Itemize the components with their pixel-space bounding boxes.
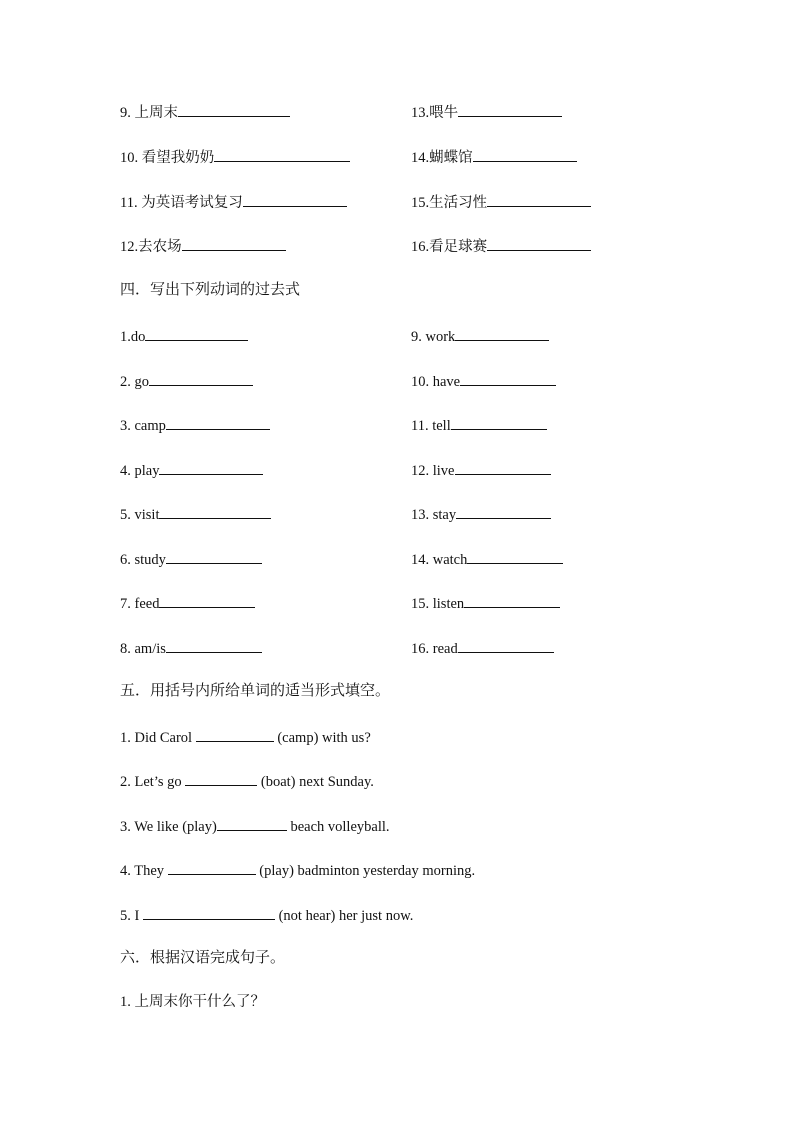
s4-item-11: 11. tell: [411, 414, 547, 436]
s3-item-9: 9. 上周末: [120, 101, 290, 123]
answer-blank[interactable]: [455, 459, 551, 475]
s5-item-2: 2. Let’s go (boat) next Sunday.: [120, 770, 374, 792]
s4-item-2: 2. go: [120, 370, 253, 392]
answer-blank[interactable]: [196, 726, 274, 742]
answer-blank[interactable]: [487, 191, 591, 207]
s6-item-1: 1. 上周末你干什么了？: [120, 994, 265, 1010]
s4-item-3: 3. camp: [120, 414, 270, 436]
s3-item-13: 13.喂牛: [411, 101, 562, 123]
answer-blank[interactable]: [168, 859, 256, 875]
s3-item-14: 14.蝴蝶馆: [411, 146, 577, 168]
section6-heading: 六．根据汉语完成句子。: [120, 950, 286, 966]
answer-blank[interactable]: [166, 414, 270, 430]
answer-blank[interactable]: [451, 414, 547, 430]
answer-blank[interactable]: [178, 101, 290, 117]
answer-blank[interactable]: [159, 459, 263, 475]
answer-blank[interactable]: [149, 370, 253, 386]
answer-blank[interactable]: [182, 235, 286, 251]
answer-blank[interactable]: [214, 146, 350, 162]
answer-blank[interactable]: [145, 325, 248, 341]
s5-item-1: 1. Did Carol (camp) with us?: [120, 726, 371, 748]
s4-item-14: 14. watch: [411, 548, 563, 570]
answer-blank[interactable]: [243, 191, 347, 207]
answer-blank[interactable]: [185, 770, 257, 786]
s3-item-16: 16.看足球赛: [411, 235, 591, 257]
s4-item-13: 13. stay: [411, 503, 551, 525]
s4-item-5: 5. visit: [120, 503, 271, 525]
answer-blank[interactable]: [159, 592, 255, 608]
s3-item-12: 12.去农场: [120, 235, 286, 257]
answer-blank[interactable]: [159, 503, 271, 519]
s4-item-7: 7. feed: [120, 592, 255, 614]
s4-item-15: 15. listen: [411, 592, 560, 614]
s4-item-1: 1.do: [120, 325, 248, 347]
s4-item-6: 6. study: [120, 548, 262, 570]
answer-blank[interactable]: [166, 637, 262, 653]
section5-heading: 五．用括号内所给单词的适当形式填空。: [120, 683, 391, 699]
s4-item-8: 8. am/is: [120, 637, 262, 659]
s4-item-16: 16. read: [411, 637, 554, 659]
s5-item-5: 5. I (not hear) her just now.: [120, 904, 413, 926]
answer-blank[interactable]: [473, 146, 577, 162]
answer-blank[interactable]: [166, 548, 262, 564]
answer-blank[interactable]: [464, 592, 560, 608]
answer-blank[interactable]: [458, 101, 562, 117]
answer-blank[interactable]: [458, 637, 554, 653]
answer-blank[interactable]: [487, 235, 591, 251]
s4-item-10: 10. have: [411, 370, 556, 392]
s5-item-3: 3. We like (play) beach volleyball.: [120, 815, 390, 837]
s3-item-15: 15.生活习性: [411, 191, 591, 213]
answer-blank[interactable]: [456, 503, 551, 519]
answer-blank[interactable]: [217, 815, 287, 831]
answer-blank[interactable]: [143, 904, 275, 920]
s3-item-10: 10. 看望我奶奶: [120, 146, 350, 168]
answer-blank[interactable]: [460, 370, 556, 386]
s3-item-11: 11. 为英语考试复习: [120, 191, 347, 213]
answer-blank[interactable]: [455, 325, 549, 341]
s4-item-12: 12. live: [411, 459, 551, 481]
s4-item-4: 4. play: [120, 459, 263, 481]
s4-item-9: 9. work: [411, 325, 549, 347]
s5-item-4: 4. They (play) badminton yesterday morning.: [120, 859, 475, 881]
answer-blank[interactable]: [467, 548, 563, 564]
section4-heading: 四．写出下列动词的过去式: [120, 282, 301, 298]
